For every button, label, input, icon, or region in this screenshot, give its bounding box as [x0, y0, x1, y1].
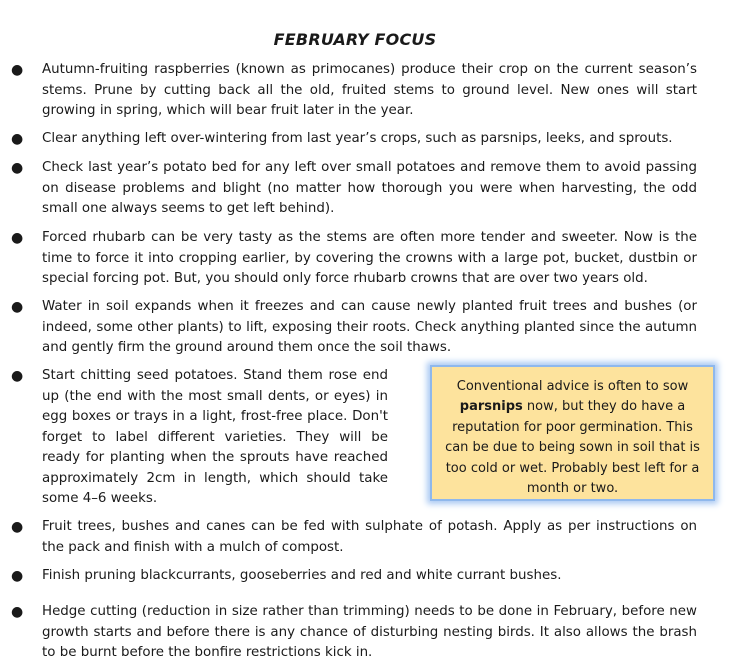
bullet-marker: ● [11, 604, 24, 620]
bullet-marker: ● [11, 230, 24, 246]
bullet-item-raspberries [11, 60, 697, 122]
bullet-item-clear-crops [11, 129, 697, 150]
bullet-text: Finish pruning blackcurrants, gooseberries and red and white currant bushes. [42, 568, 562, 583]
parsnip-callout-box [430, 365, 715, 501]
bullet-item-potato-bed [11, 158, 697, 220]
bullet-text: Water in soil expands when it freezes and can cause newly planted fruit trees and bushes (or indeed, some other plants) to lift, exposing their roots. Check anything planted since the autumn and gently firm the ground around them once the soil thaws. [42, 299, 697, 355]
bullet-text: Forced rhubarb can be very tasty as the stems are often more tender and sweeter. Now is the time to force it into cropping earlier, by covering the crowns with a large pot, bucket, dustbin or special forcing pot. But, you should only force rhubarb crowns that are over two years old. [42, 230, 697, 286]
bullet-text: Start chitting seed potatoes. Stand them rose end up (the end with the most small dents, or eyes) in egg boxes or trays in a light, frost-free place. Don't forget to label different varieties. They will be ready for planting when the sprouts have reached approximately 2cm in length, which should take some 4–6 weeks. [42, 368, 388, 506]
bullet-text: Clear anything left over-wintering from last year’s crops, such as parsnips, leeks, and sprouts. [42, 131, 673, 146]
bullet-text: Check last year’s potato bed for any left over small potatoes and remove them to avoid passing on disease problems and blight (no matter how thorough you were when harvesting, the odd small one always seems to get left behind). [42, 160, 697, 216]
bullet-marker: ● [11, 299, 24, 315]
bullet-marker: ● [11, 131, 24, 147]
bullet-text: Fruit trees, bushes and canes can be fed with sulphate of potash. Apply as per instructions on the pack and finish with a mulch of compost. [42, 519, 697, 555]
bullet-marker: ● [11, 160, 24, 176]
bullet-marker: ● [11, 568, 24, 584]
callout-text-after: now, but they do have a reputation for poor germination. This can be due to being sown in soil that is too cold or wet. Probably best left for a month or two. [445, 399, 700, 497]
bullet-item-feeding [11, 517, 697, 558]
bullet-item-pruning-currants [11, 566, 697, 587]
bullet-item-chitting-potatoes [11, 366, 388, 510]
bullet-text: Autumn-fruiting raspberries (known as primocanes) produce their crop on the current season’s stems. Prune by cutting back all the old, fruited stems to ground level. New ones will start growing in spring, which will bear fruit later in the year. [42, 62, 697, 118]
callout-text-before: Conventional advice is often to sow [456, 379, 689, 394]
bullet-item-frozen-soil [11, 297, 697, 359]
page-title: FEBRUARY FOCUS [273, 30, 437, 49]
bullet-marker: ● [11, 368, 24, 384]
bullet-marker: ● [11, 519, 24, 535]
bullet-marker: ● [11, 62, 24, 78]
bullet-item-rhubarb [11, 228, 697, 290]
bullet-item-hedge-cutting [11, 602, 697, 664]
bullet-text: Hedge cutting (reduction in size rather than trimming) needs to be done in February, before new growth starts and before there is any chance of disturbing nesting birds. It also allows the brash to be burnt before the bonfire restrictions kick in. [42, 604, 697, 660]
callout-bold-word: parsnips [459, 399, 523, 415]
